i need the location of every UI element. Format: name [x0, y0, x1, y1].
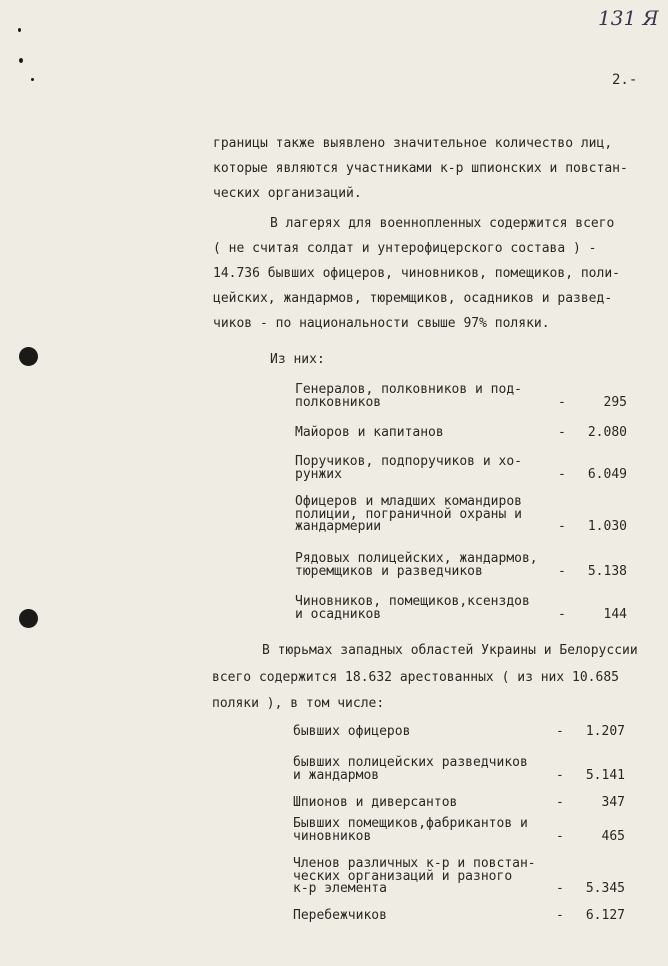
list-2-item-name: Бывших помещиков,фабрикантов и чиновников [293, 816, 528, 844]
list-1-item-dash: - [558, 563, 566, 579]
list-1-item-name: Чиновников, помещиков,ксенздов и осадников [295, 594, 530, 622]
list-1-item [295, 427, 635, 440]
binding-hole-bottom [19, 609, 38, 628]
list-2-item-dash: - [556, 881, 564, 896]
list-2-item-dash: - [556, 724, 564, 739]
list-1-item-value: 6.049 [587, 466, 627, 482]
list-1-item-dash: - [558, 394, 566, 410]
list-1-label: Из них: [270, 352, 325, 367]
list-1-item-name: Рядовых полицейских, жандармов, тюремщиков и разведчиков [295, 551, 538, 579]
list-1-item-dash: - [558, 519, 566, 534]
paragraph-1-line-3: ческих организаций. [213, 186, 362, 201]
binding-hole-top [19, 58, 23, 63]
list-2-item [293, 726, 633, 739]
list-1-item-value: 2.080 [587, 425, 627, 440]
list-2-item-value: 465 [601, 828, 625, 844]
list-2-item-dash: - [556, 767, 564, 783]
list-2-item-name: Перебежчиков [293, 908, 387, 923]
paragraph-3-line-3: поляки ), в том числе: [212, 696, 385, 711]
paragraph-1-line-1: границы также выявлено значительное количество лиц, [213, 136, 613, 151]
list-2-item [293, 858, 633, 896]
list-1-item-dash: - [558, 606, 566, 622]
list-2-item-name: Членов различных к-р и повстан- ческих организаций и разного к-р элемента [293, 856, 536, 896]
list-2-item-dash: - [556, 828, 564, 844]
list-2-item-value: 5.141 [585, 767, 625, 783]
list-1-item-dash: - [558, 466, 566, 482]
list-1-item-dash: - [558, 425, 566, 440]
list-2-item-dash: - [556, 908, 564, 923]
list-1-item [295, 456, 635, 481]
list-1-item-name: Майоров и капитанов [295, 425, 444, 440]
binding-hole-middle [19, 347, 38, 366]
list-2-item-value: 6.127 [585, 908, 625, 923]
list-1-item [295, 553, 635, 578]
list-2-item [293, 797, 633, 810]
list-1-item [295, 496, 635, 534]
paragraph-3-line-2: всего содержится 18.632 арестованных ( из них 10.685 [212, 670, 619, 685]
binding-hole-mark [18, 28, 21, 32]
paragraph-2-line-1: В лагерях для военнопленных содержится всего [270, 216, 615, 231]
paragraph-2-line-2: ( не считая солдат и унтерофицерского состава ) - [213, 241, 597, 256]
paragraph-2-line-4: цейских, жандармов, тюремщиков, осадников и развед- [213, 291, 613, 306]
list-2-item-value: 5.345 [585, 881, 625, 896]
list-1-item [295, 384, 635, 409]
list-1-item-name: Поручиков, подпоручиков и хо- рунжих [295, 454, 522, 482]
list-1-item-value: 5.138 [587, 563, 627, 579]
paragraph-3-line-1: В тюрьмах западных областей Украины и Белоруссии [262, 643, 638, 658]
list-2-item-name: Шпионов и диверсантов [293, 795, 458, 810]
list-2-item [293, 818, 633, 843]
list-2-item-dash: - [556, 795, 564, 810]
page-number: 2.- [612, 72, 638, 88]
list-2-item [293, 757, 633, 782]
list-1-item-value: 295 [603, 394, 627, 410]
list-1-item-name: Офицеров и младших командиров полиции, пограничной охраны и жандармерии [295, 494, 522, 534]
paragraph-1-line-2: которые являются участниками к-р шпионских и повстан- [213, 161, 628, 176]
list-1-item-name: Генералов, полковников и под- полковников [295, 382, 522, 410]
paragraph-2-line-5: чиков - по национальности свыше 97% поляки. [213, 316, 550, 331]
binding-hole-small [31, 78, 34, 81]
list-2-item [293, 910, 633, 923]
list-1-item-value: 1.030 [587, 519, 627, 534]
list-2-item-name: бывших офицеров [293, 724, 411, 739]
list-2-item-name: бывших полицейских разведчиков и жандармов [293, 755, 528, 783]
list-2-item-value: 347 [601, 795, 625, 810]
paragraph-2-line-3: 14.736 бывших офицеров, чиновников, помещиков, поли- [213, 266, 620, 281]
list-1-item-value: 144 [603, 606, 627, 622]
list-2-item-value: 1.207 [585, 724, 625, 739]
handwritten-page-number: 131 Я [598, 6, 659, 30]
list-1-item [295, 596, 635, 621]
